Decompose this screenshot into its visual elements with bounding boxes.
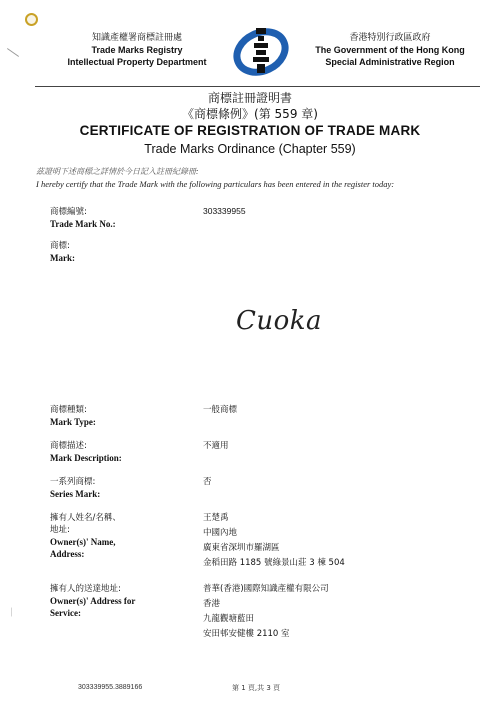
- ordinance-en: Trade Marks Ordinance (Chapter 559): [144, 142, 356, 156]
- government-name-en-1: The Government of the Hong Kong: [315, 45, 465, 55]
- owner-line: 金稻田路 1185 號綠景山莊 3 棟 504: [203, 558, 345, 568]
- owner-line: 中國內地: [203, 528, 238, 538]
- owner-label: 擁有人姓名/名稱、 地址: Owner(s)' Name, Address:: [50, 513, 121, 559]
- owner-line: 廣東省深圳市羅湖區: [203, 543, 280, 553]
- corner-fold: [7, 48, 19, 57]
- tm-no-label: 商標編號: Trade Mark No.:: [50, 207, 116, 229]
- mark-desc-value: 不適用: [203, 441, 229, 451]
- service-line: 九龍觀塘藍田: [203, 614, 255, 624]
- mark-type-value: 一般商標: [203, 405, 238, 415]
- header-divider: [35, 86, 480, 87]
- margin-scribble-icon: ⟋: [6, 607, 18, 619]
- certify-en: I hereby certify that the Trade Mark with the following particulars has been entered in the register today:: [36, 179, 395, 189]
- certify-zh: 茲證明下述商標之詳情於今日記入註冊紀錄冊:: [36, 167, 199, 176]
- hksar-emblem-icon: [232, 22, 290, 80]
- series-mark-label: 一系列商標: Series Mark:: [50, 477, 101, 499]
- title-en: CERTIFICATE OF REGISTRATION OF TRADE MARK: [79, 123, 421, 138]
- mark-type-label: 商標種類: Mark Type:: [50, 405, 96, 427]
- service-address-value: [203, 582, 463, 642]
- government-name-en-2: Special Administrative Region: [325, 57, 455, 67]
- service-line: 安田邨安健樓 2110 室: [203, 629, 290, 639]
- header-right: [305, 32, 475, 68]
- owner-value: [203, 511, 463, 571]
- footer-reference: 303339955.3889166: [78, 684, 143, 691]
- service-line: 香港: [203, 599, 221, 609]
- series-mark-value: 否: [203, 477, 212, 487]
- service-line: 普華(香港)國際知識產權有限公司: [203, 584, 329, 594]
- title-zh: 商標註冊證明書: [207, 91, 292, 105]
- department-name-en: Intellectual Property Department: [67, 57, 207, 67]
- registry-name-en: Trade Marks Registry: [91, 45, 183, 55]
- mark-label: 商標: Mark:: [50, 241, 75, 263]
- certify-statement: [36, 166, 486, 190]
- owner-line: 王楚禹: [203, 513, 229, 523]
- registry-name-zh: 知識產權署商標註冊處: [91, 33, 182, 43]
- punch-hole-icon: [25, 13, 38, 26]
- ordinance-zh: 《商標條例》(第 559 章): [182, 107, 318, 121]
- header-left: [52, 32, 222, 68]
- mark-image: Cuoka: [236, 306, 323, 336]
- certificate-title: [0, 90, 500, 158]
- service-address-label: 擁有人的送達地址: Owner(s)' Address for Service:: [50, 584, 136, 618]
- page-number: 第 1 頁,共 3 頁: [232, 684, 281, 692]
- mark-desc-label: 商標描述: Mark Description:: [50, 441, 122, 463]
- government-name-zh: 香港特別行政區政府: [349, 33, 431, 43]
- tm-no-value: 303339955: [203, 206, 246, 216]
